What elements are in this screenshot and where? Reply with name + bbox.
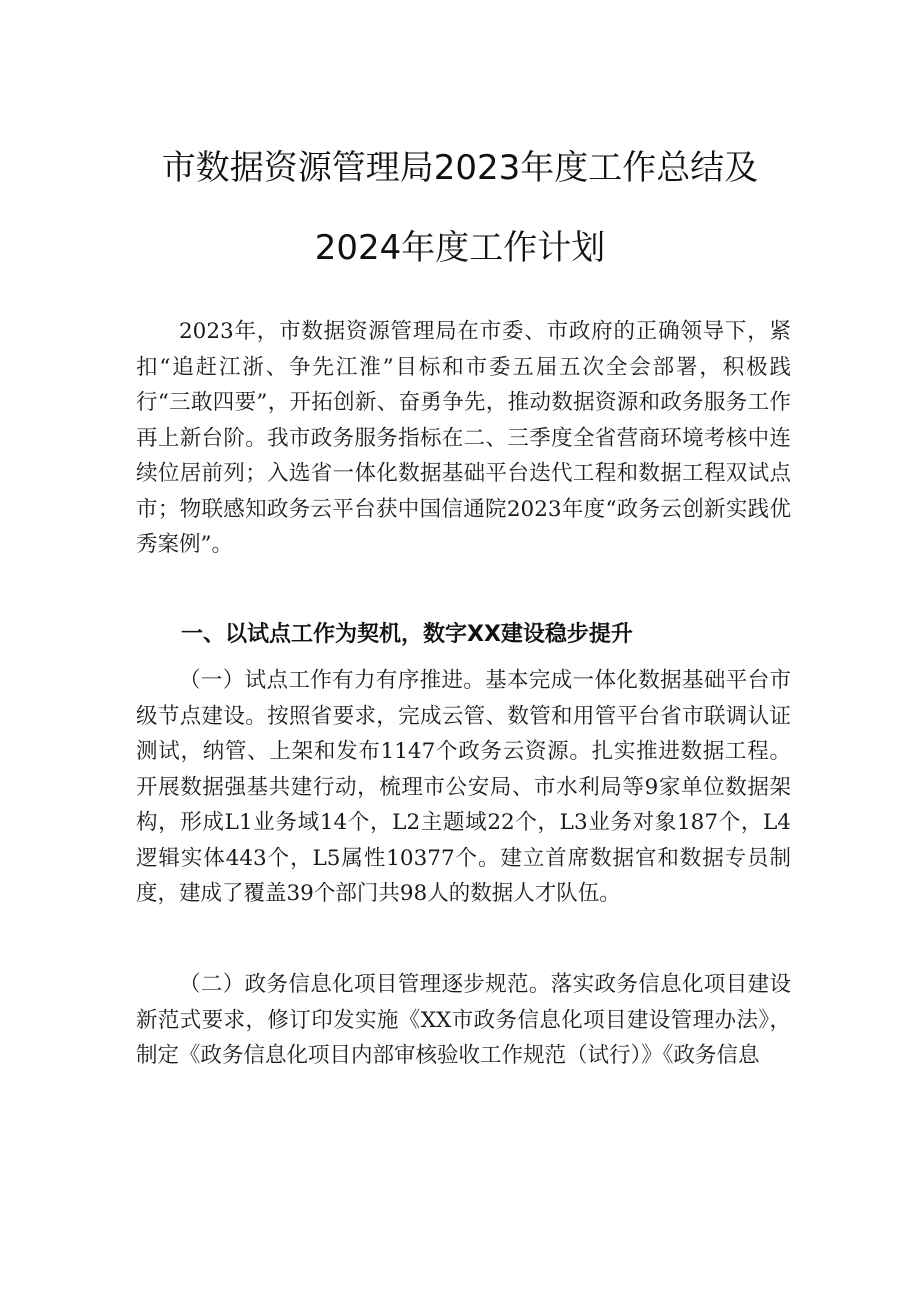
document-title-line-1: 市数据资源管理局2023年度工作总结及 bbox=[161, 148, 759, 188]
intro-paragraph: 2023年，市数据资源管理局在市委、市政府的正确领导下，紧扣“追赶江浙、争先江淮”目标和市委五届五次全会部署，积极践行“三敢四要”，开拓创新、奋勇争先，推动数据资源和政务服务工作再上新台阶。我市政务服务指标在二、三季度全省营商环境考核中连续位居前列；入选省一体化数据基础平台迭代工程和数据工程双试点市；物联感知政务云平台获中国信通院2023年度“政务云创新实践优秀案例”。 bbox=[136, 319, 791, 557]
section-heading-1: 一、以试点工作为契机，数字XX建设稳步提升 bbox=[181, 622, 633, 647]
document-title-line-2: 2024年度工作计划 bbox=[314, 228, 606, 268]
subsection-paragraph-2: （二）政务信息化项目管理逐步规范。落实政务信息化项目建设新范式要求，修订印发实施《XX市政务信息化项目建设管理办法》，制定《政务信息化项目内部审核验收工作规范（试行）》《政务信息 bbox=[136, 972, 791, 1068]
subsection-paragraph-1: （一）试点工作有力有序推进。基本完成一体化数据基础平台市级节点建设。按照省要求，完成云管、数管和用管平台省市联调认证测试，纳管、上架和发布1147个政务云资源。扎实推进数据工程。开展数据强基共建行动，梳理市公安局、市水利局等9家单位数据架构，形成L1业务域14个，L2主题域22个，L3业务对象187个，L4逻辑实体443个，L5属性10377个。建立首席数据官和数据专员制度，建成了覆盖39个部门共98人的数据人才队伍。 bbox=[136, 668, 791, 906]
